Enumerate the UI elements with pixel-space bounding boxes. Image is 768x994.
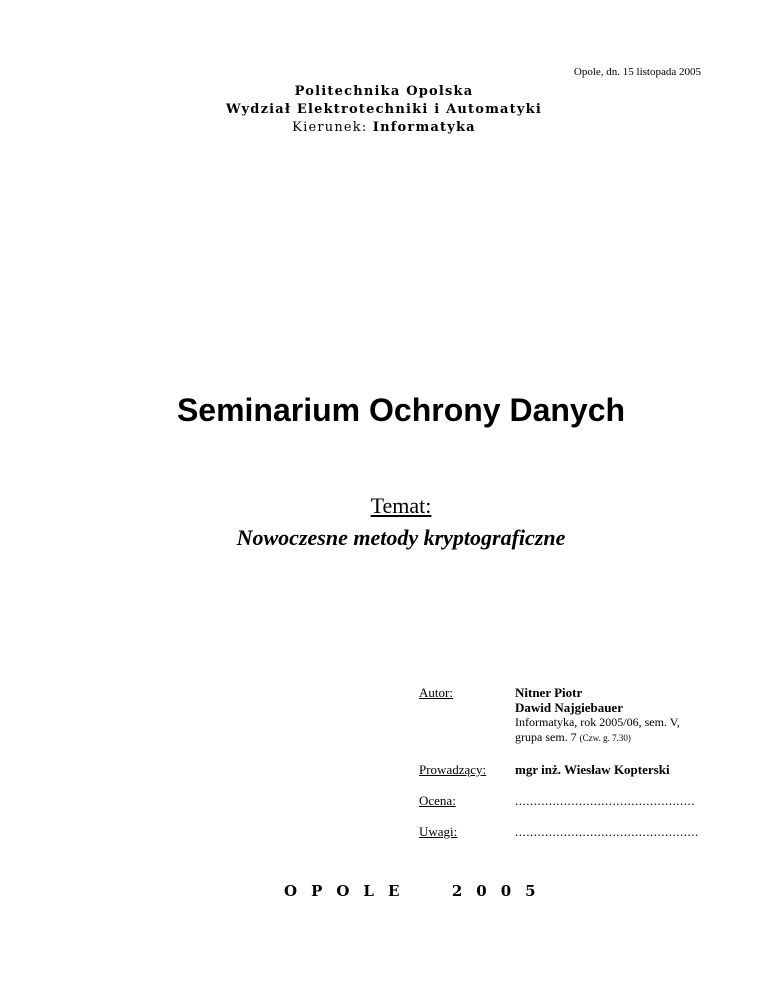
author-group-time: (Czw. g. 7.30) xyxy=(579,733,631,743)
topic-label: Temat: xyxy=(370,493,432,518)
grade-value: ................................................ xyxy=(515,793,695,808)
author-values xyxy=(515,685,715,746)
date-line: Opole, dn. 15 listopada 2005 xyxy=(573,66,701,78)
field-of-study xyxy=(0,119,768,137)
footer-year: 2005 xyxy=(451,882,550,900)
supervisor-row xyxy=(419,762,715,777)
faculty-name: Wydział Elektrotechniki i Automatyki xyxy=(226,102,542,117)
author-row xyxy=(419,685,715,746)
supervisor-label: Prowadzący: xyxy=(419,762,487,777)
remarks-value: ................................................. xyxy=(515,824,699,839)
info-table xyxy=(419,685,715,855)
seminar-title: Seminarium Ochrony Danych xyxy=(176,392,626,428)
author-detail-1: Informatyka, rok 2005/06, sem. V, xyxy=(515,715,680,729)
institution-header xyxy=(0,83,768,137)
author-label: Autor: xyxy=(419,685,453,700)
author-name-1: Nitner Piotr xyxy=(515,685,583,700)
remarks-row xyxy=(419,824,715,839)
field-value: Informatyka xyxy=(372,120,476,135)
remarks-label: Uwagi: xyxy=(419,824,458,839)
topic-value: Nowoczesne metody kryptograficzne xyxy=(236,525,566,550)
grade-row xyxy=(419,793,715,808)
university-name: Politechnika Opolska xyxy=(294,84,474,99)
supervisor-name: mgr inż. Wiesław Kopterski xyxy=(515,762,670,777)
author-name-2: Dawid Najgiebauer xyxy=(515,700,623,715)
supervisor-values xyxy=(515,762,715,777)
field-label: Kierunek: xyxy=(292,120,368,135)
footer-city: OPOLE xyxy=(284,882,414,900)
author-group: grupa sem. 7 xyxy=(515,730,577,744)
footer-place-year xyxy=(284,882,550,900)
grade-label: Ocena: xyxy=(419,793,456,808)
author-detail-2 xyxy=(515,730,715,746)
